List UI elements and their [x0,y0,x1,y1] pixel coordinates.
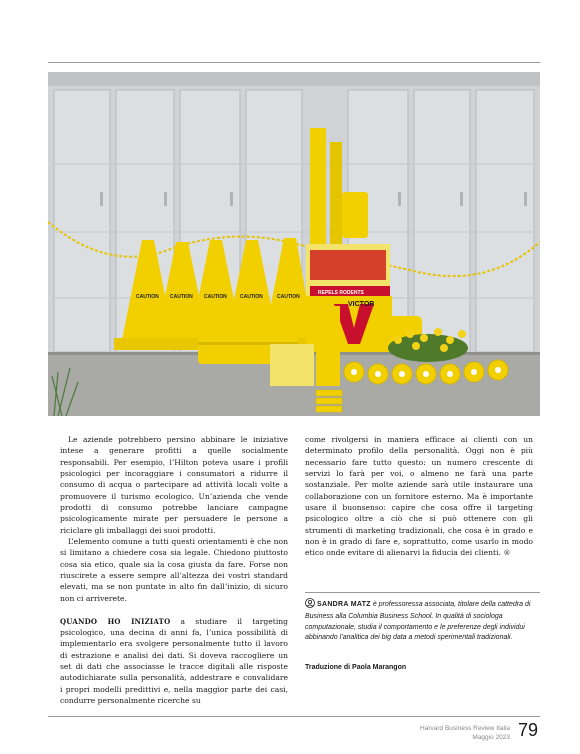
issue-date: Maggio 2023 [472,734,510,741]
section-paragraph [60,616,288,707]
person-icon [305,598,315,612]
article-column-right [305,434,533,560]
cone-label: CAUTION [136,294,159,300]
translator-credit: Traduzione di Paola Marangon [305,664,407,671]
cone-label: CAUTION [277,294,300,300]
paragraph-text: come rivolgersi in maniera efficace ai clienti con un determinato profilo della personalità. Oggi non è più necessario fare tutto questo: un numero crescente di servizi lo farà per voi, o almeno ne farà una parte sostanziale. Per molte aziende sarà utile instaurare una collaborazione con un fornitore esterno. Ma è importante usare il buonsenso: capire che cosa offre il targeting psicologico oltre a ciò che si può ottenere con gli strumenti di marketing tradizionali, che cosa è in grado e non è in grado di fare e, soprattutto, come usarlo in modo etico onde evitare di alienarvi la fiducia dei clienti. [305,435,533,558]
box-brand-label: VICTOR [348,301,375,308]
cone-label: CAUTION [240,294,263,300]
photo-illustration [48,72,540,416]
author-description: è professoressa associata, titolare della cattedra di Business alla Columbia Business School. In qualità di sociologa computazionale, studia il comportamento e le preferenze degli individui abbinando l’analitica dei big data a metodi sperimentali tradizionali. [305,601,531,642]
cone-label: CAUTION [170,294,193,300]
cone-label: CAUTION [204,294,227,300]
publication-name: Harvard Business Review Italia [420,725,510,732]
bio-rule [305,592,540,593]
footer-folio [420,724,510,742]
end-mark: ® [503,549,511,558]
author-name: SANDRA MATZ [317,601,371,608]
page-number: 79 [518,720,539,740]
paragraph [305,434,533,560]
article-photo [48,72,540,416]
box-top-label: REPELS RODENTS [318,290,364,296]
paragraph: Le aziende potrebbero persino abbinare le iniziative intese a generare profitti a quelle socialmente responsabili. Per esempio, l’Hilton poteva usare i profili psicologici per incoraggiare i consumatori a ridurre il consumo di acqua o partecipare ad attività locali volte a promuovere il turismo ecologico. Un’azienda che vende prodotti di consumo potrebbe lanciare campagne psicologicamente mirate per persuadere le persone a riciclare gli imballaggi dei suoi prodotti. [60,435,288,535]
section-lead: QUANDO HO INIZIATO [60,616,171,626]
paragraph: L’elemento comune a tutti questi orientamenti è che non si limitano a chiedere cosa sia legale. Chiedono piuttosto cosa sia etico, quale sia la cosa giusta da fare. Forse non riuscirete a essere sempre all’altezza dei vostri standard elevati, ma se non puntate in alto fin dall’inizio, di sicuro non ci arriverete. [60,537,288,603]
section-text: a studiare il targeting psicologico, una decina di anni fa, l’unica possibilità di implementarlo era svolgere personalmente tutto il lavoro di estrazione e analisi dei dati. Si doveva raccogliere un set di dati che associasse le tracce digitali alle risposte autodichiarate sulla personalità, addestrare e convalidare i propri modelli predittivi e, nella maggior parte dei casi, condurre personalmente ricerche su [60,616,289,705]
bottom-rule [48,716,540,717]
article-column-left [60,434,288,706]
author-bio [305,598,540,644]
top-rule [48,62,540,63]
